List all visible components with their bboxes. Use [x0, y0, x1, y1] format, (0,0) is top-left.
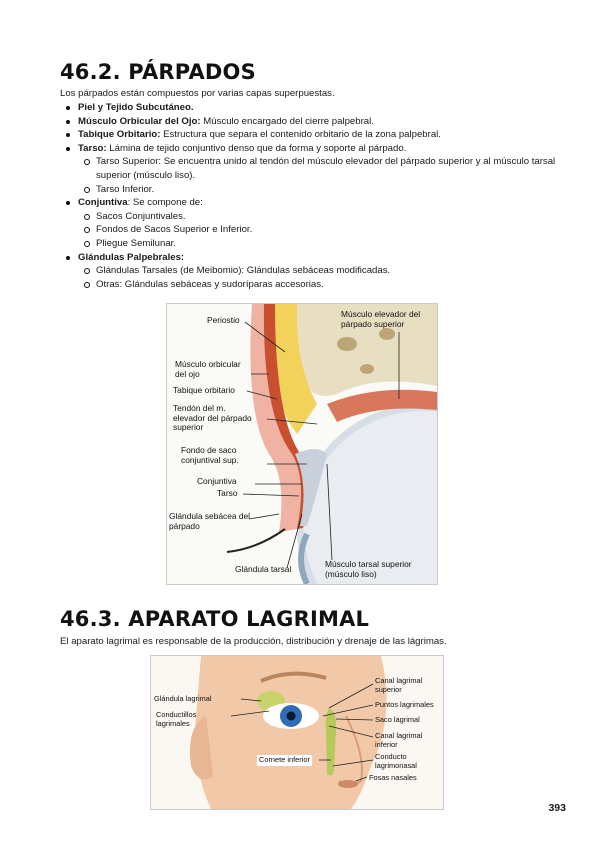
label-canal-inferior: Canal lagrimal inferior	[375, 731, 423, 749]
lacrimal-diagram	[150, 655, 444, 810]
eyelid-diagram	[166, 303, 438, 585]
label-cornete: Cornete inferior	[259, 755, 310, 764]
section-intro: Los párpados están compuestos por varias capas superpuestas.	[60, 88, 335, 99]
sub-list-item: Fondos de Sacos Superior e Inferior.	[96, 223, 578, 237]
label-tarsal-superior: Músculo tarsal superior (músculo liso)	[325, 559, 412, 579]
section-intro: El aparato lagrimal es responsable de la producción, distribución y drenaje de las lágrimas.	[60, 636, 447, 647]
sub-list-item: Tarso Superior: Se encuentra unido al tendón del músculo elevador del párpado superior y al músculo tarsal superior (músculo liso).	[96, 155, 578, 182]
parpados-list	[60, 101, 578, 291]
label-glandula-tarsal: Glándula tarsal	[235, 564, 292, 574]
label-fondo: Fondo de saco conjuntival sup.	[181, 445, 239, 465]
page-number: 393	[548, 802, 566, 814]
face-shape	[195, 656, 387, 809]
sub-list	[78, 264, 578, 291]
label-puntos: Puntos lagrimales	[375, 700, 434, 709]
list-item: Conjuntiva: Se compone de: Sacos Conjuntivales. Fondos de Sacos Superior e Inferior. Pliegue Semilunar.	[78, 196, 578, 250]
label-tendon: Tendón del m. elevador del párpado superior	[173, 403, 252, 433]
label-tarso: Tarso	[217, 488, 238, 498]
label-conductillos: Conductillos lagrimales	[156, 710, 197, 728]
label-glandula-lagrimal: Glándula lagrimal	[154, 694, 212, 703]
label-conjuntiva: Conjuntiva	[197, 476, 237, 486]
label-tabique: Tabique orbitario	[173, 385, 235, 395]
section-title-aparato-lagrimal: 46.3. APARATO LAGRIMAL	[60, 607, 370, 631]
label-conducto: Conducto lagrimonasal	[375, 752, 417, 770]
list-item: Tarso: Lámina de tejido conjuntivo denso que da forma y soporte al párpado. Tarso Superior: Se encuentra unido al tendón del músculo elevador del párpado superior y al músculo tarsal superior (músculo liso). Tarso Inferior.	[78, 142, 578, 196]
label-glandula-sebacea: Glándula sebácea del párpado	[169, 511, 251, 531]
section-title-parpados: 46.2. PÁRPADOS	[60, 60, 256, 84]
list-item: Tabique Orbitario: Estructura que separa el contenido orbitario de la zona palpebral.	[78, 128, 578, 142]
list-item: Músculo Orbicular del Ojo: Músculo encargado del cierre palpebral.	[78, 115, 578, 129]
sub-list-item: Pliegue Semilunar.	[96, 237, 578, 251]
sub-list	[78, 155, 578, 196]
sub-list-item: Sacos Conjuntivales.	[96, 210, 578, 224]
label-canal-superior: Canal lagrimal superior	[375, 676, 423, 694]
label-saco: Saco lagrimal	[375, 715, 420, 724]
label-orbicular: Músculo orbicular del ojo	[175, 359, 241, 379]
label-elevador: Músculo elevador del párpado superior	[341, 309, 421, 329]
sub-list-item: Tarso Inferior.	[96, 183, 578, 197]
label-fosas: Fosas nasales	[369, 773, 417, 782]
list-item: Piel y Tejido Subcutáneo.	[78, 101, 578, 115]
sub-list-item: Glándulas Tarsales (de Meibomio): Glándulas sebáceas modificadas.	[96, 264, 578, 278]
eyelid-illustration	[167, 304, 437, 584]
sub-list-item: Otras: Glándulas sebáceas y sudoríparas accesorias.	[96, 278, 578, 292]
sub-list	[78, 210, 578, 251]
label-periostio: Periostio	[207, 315, 240, 325]
list-item: Glándulas Palpebrales: Glándulas Tarsales (de Meibomio): Glándulas sebáceas modificadas. Otras: Glándulas sebáceas y sudoríparas accesorias.	[78, 251, 578, 292]
eyelashes	[227, 529, 285, 552]
